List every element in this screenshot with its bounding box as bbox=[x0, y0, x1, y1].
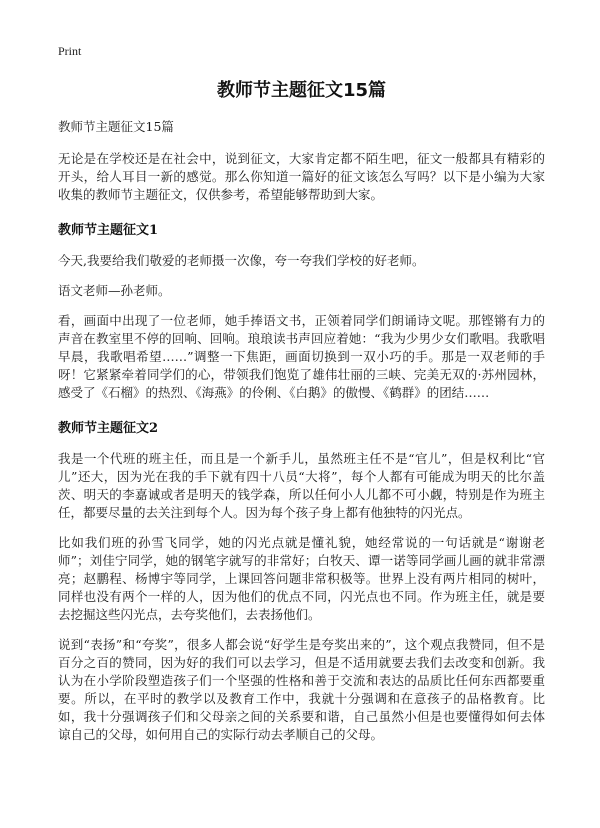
section-heading-1: 教师节主题征文1 bbox=[58, 223, 159, 238]
section-1-paragraph-1: 今天,我要给我们敬爱的老师摄一次像，夸一夸我们学校的好老师。 bbox=[58, 253, 425, 268]
document-page bbox=[58, 44, 545, 756]
section-2-paragraph-3: 说到“表扬”和“夸奖”，很多人都会说“好学生是夸奖出来的”，这个观点我赞同，但不是百分之百的赞同，因为好的我们可以去学习，但是不适用就要去我们去改变和创新。我认为在小学阶段塑造孩子们一个坚强的性格和善于交流和表达的品质比任何东西都要重要。所以，在平时的教学以及教育工作中，我就十分强调和在意孩子的品格教育。比如，我十分强调孩子们和父母亲之间的关系要和谐，自己虽然小但是也要懂得如何去体谅自己的父母，如何用自己的实际行动去孝顺自己的父母。 bbox=[58, 637, 545, 742]
section-heading-2: 教师节主题征文2 bbox=[58, 421, 159, 436]
section-1-paragraph-3: 看，画面中出现了一位老师，她手捧语文书，正领着同学们朗诵诗文呢。那铿锵有力的声音在教室里不停的回响、回响。琅琅读书声回应着她：“我为少男少女们歌唱。我歌唱早晨，我歌唱希望……”调整一下焦距，画面切换到一双小巧的手。那是一双老师的手呀！它紧紧牵着同学们的心，带领我们饱览了雄伟壮丽的三峡、完美无双的·苏州园林，感受了《石榴》的热烈、《海燕》的伶俐、《白鹅》的傲慢、《鹤群》的团结…… bbox=[58, 313, 545, 400]
intro-paragraph: 无论是在学校还是在社会中，说到征文，大家肯定都不陌生吧，征文一般都具有精彩的开头，给人耳目一新的感觉。那么你知道一篇好的征文该怎么写吗？以下是小编为大家收集的教师节主题征文，仅供参考，希望能够帮助到大家。 bbox=[58, 151, 545, 202]
section-1-paragraph-2: 语文老师—孙老师。 bbox=[58, 283, 171, 298]
page-title: 教师节主题征文15篇 bbox=[216, 80, 387, 101]
subtitle: 教师节主题征文15篇 bbox=[58, 119, 174, 134]
section-2-paragraph-1: 我是一个代班的班主任，而且是一个新手儿，虽然班主任不是“官儿”，但是权利比“官儿”还大，因为光在我的手下就有四十八员“大将”，每个人都有可能成为明天的比尔盖茨、明天的李嘉诚或者是明天的钱学森，所以任何小人儿都不可小觑，特别是作为班主任，都要尽量的去关注到每个人。因为每个孩子身上都有他独特的闪光点。 bbox=[58, 451, 545, 520]
print-link[interactable]: Print bbox=[58, 44, 82, 58]
section-2-paragraph-2: 比如我们班的孙雪飞同学，她的闪光点就是懂礼貌，她经常说的一句话就是“谢谢老师”；刘佳宁同学，她的钢笔字就写的非常好；白牧天、谭一诺等同学画儿画的就非常漂亮；赵鹏程、杨博宇等同学，上课回答问题非常积极等。世界上没有两片相同的树叶，同样也没有两个一样的人，因为他们的优点不同，闪光点也不同。作为班主任，就是要去挖掘这些闪光点，去夸奖他们，去表扬他们。 bbox=[58, 535, 545, 622]
